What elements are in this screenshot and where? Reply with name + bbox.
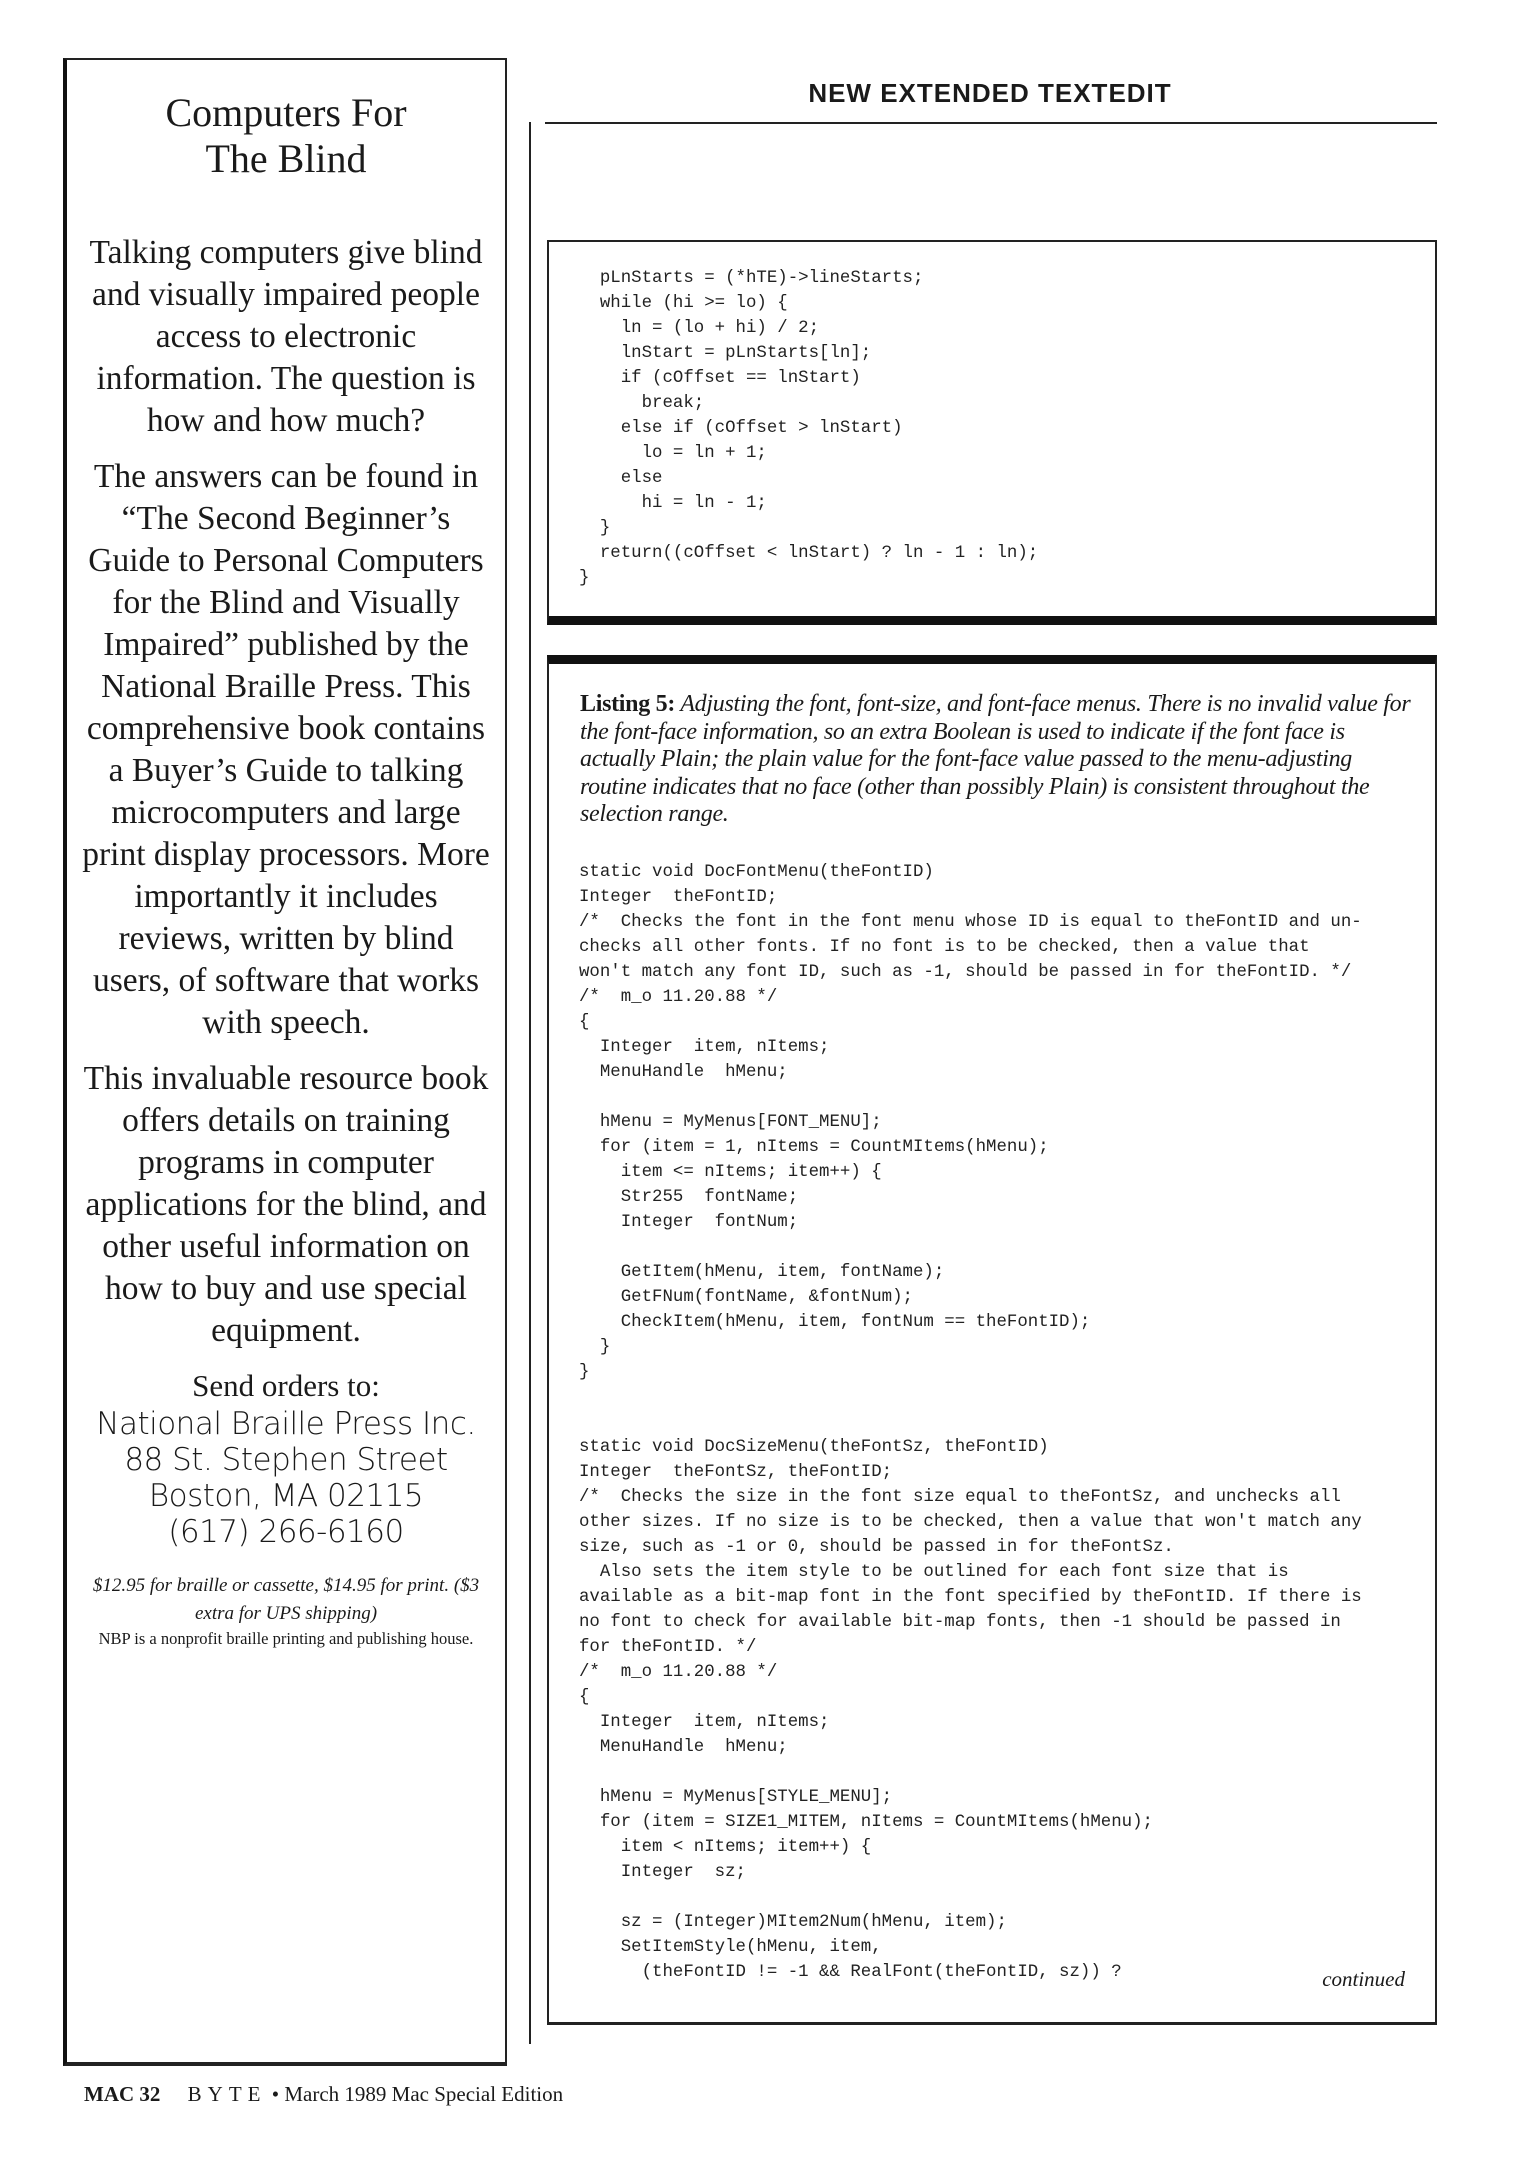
publisher-note: NBP is a nonprofit braille printing and publishing house. (98, 1629, 474, 1648)
section-header: NEW EXTENDED TEXTEDIT (808, 78, 1172, 108)
page-footer (84, 2082, 563, 2107)
address-line: 88 St. Stephen Street (124, 1442, 448, 1478)
title-line: The Blind (205, 136, 367, 181)
header-rule (545, 122, 1437, 124)
issue-info: March 1989 Mac Special Edition (284, 2082, 564, 2106)
sidebar-paragraph: This invaluable resource book offers details on training programs in computer applications for the blind, and other useful information on how to buy and use special equipment. (83, 1060, 489, 1349)
code-block: pLnStarts = (*hTE)->lineStarts; while (hi >= lo) { ln = (lo + hi) / 2; lnStart = pLnStarts[ln]; if (cOffset == lnStart) break; else if (cOffset > lnStart) lo = ln + 1; else hi = ln - 1; } return((cOffset < lnStart) ? ln - 1 : ln); } (579, 269, 1039, 588)
sidebar-paragraph: Talking computers give blind and visually impaired people access to electronic information. The question is how and how much? (89, 234, 483, 439)
listing-caption (580, 691, 1420, 829)
listing-5-box (547, 655, 1437, 2025)
magazine-name: BYTE (187, 2082, 267, 2106)
sidebar-title (81, 90, 491, 182)
price-info: $12.95 for braille or cassette, $14.95 for print. ($3 extra for UPS shipping) (92, 1575, 480, 1624)
sidebar-ad-computers-for-the-blind (63, 58, 507, 2066)
sidebar-paragraph: The answers can be found in “The Second Beginner’s Guide to Personal Computers for the Blind and Visually Impaired” published by the National Braille Press. This comprehensive book contains a Buyer’s Guide to talking microcomputers and large print display processors. More importantly it includes reviews, written by blind users, of software that works with speech. (82, 458, 490, 1041)
separator: • (271, 2082, 280, 2106)
listing-caption-text: Adjusting the font, font-size, and font-face menus. There is no invalid value for the font-face information, so an extra Boolean is used to indicate if the font face is actually Plain; the plain value for the font-face value passed to the menu-adjusting routine indicates that no face (other than possibly Plain) is consistent throughout the selection range. (580, 691, 1411, 828)
title-line: Computers For (165, 90, 407, 135)
column-divider (529, 122, 531, 2044)
code-listing-continuation (547, 240, 1437, 625)
address-line: Boston, MA 02115 (148, 1478, 424, 1514)
phone-number: (617) 266-6160 (168, 1514, 404, 1550)
address-line: National Braille Press Inc. (96, 1406, 476, 1442)
send-orders-label: Send orders to: (192, 1368, 380, 1403)
listing-label: Listing 5: (580, 691, 676, 717)
continued-label: continued (1322, 1967, 1405, 1991)
code-block: static void DocFontMenu(theFontID) Integer theFontID; /* Checks the font in the font menu whose ID is equal to theFontID and un- checks all other fonts. If no font is to be checked, then a value that won't match any font ID, such as -1, should be passed in for theFontID. */ /* m_o 11.20.88 */ { Integer item, nItems; MenuHandle hMenu; hMenu = MyMenus[FONT_MENU]; for (item = 1, nItems = CountMItems(hMenu); item <= nItems; item++) { Str255 fontName; Integer fontNum; GetItem(hMenu, item, fontName); GetFNum(fontName, &fontNum); CheckItem(hMenu, item, fontNum == theFontID); } } static void DocSizeMenu(theFontSz, theFontID) Integer theFontSz, theFontID; /* Checks the size in the font size equal to theFontSz, and unchecks all other sizes. If no size is to be checked, then a value that won't match any size, such as -1 or 0, should be passed in for theFontSz. Also sets the item style to be outlined for each font size that is available as a bit-map font in the font specified by theFontID. If there is no font to check for available bit-map fonts, then -1 should be passed in for theFontID. */ /* m_o 11.20.88 */ { Integer item, nItems; MenuHandle hMenu; hMenu = MyMenus[STYLE_MENU]; for (item = SIZE1_MITEM, nItems = CountMItems(hMenu); item < nItems; item++) { Integer sz; sz = (Integer)MItem2Num(hMenu, item); SetItemStyle(hMenu, item, (theFontID != -1 && RealFont(theFontID, sz)) ? (579, 863, 1362, 1982)
page-number: MAC 32 (84, 2082, 161, 2106)
